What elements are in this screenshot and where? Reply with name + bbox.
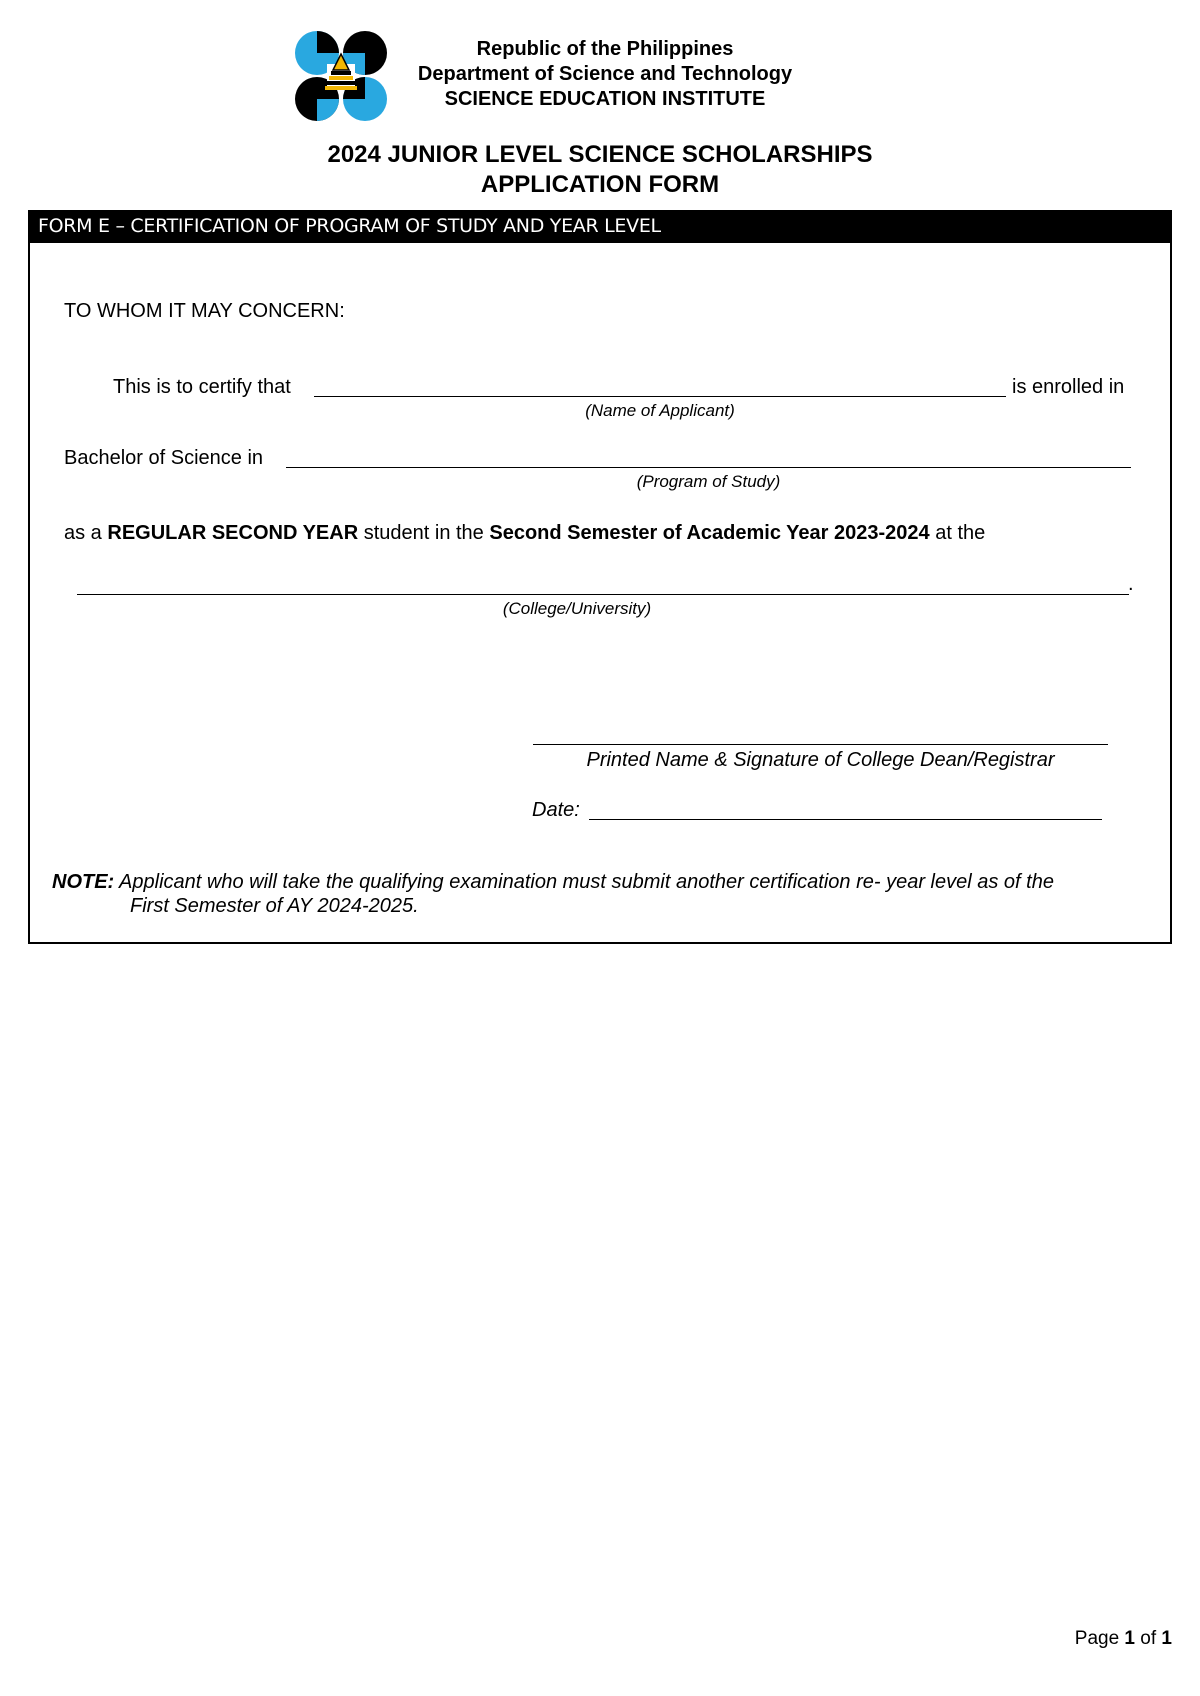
note-line-2: First Semester of AY 2024-2025.: [130, 895, 419, 917]
program-caption: (Program of Study): [636, 472, 781, 491]
status-at-the: at the: [935, 522, 986, 544]
certify-prefix: This is to certify that: [113, 376, 291, 398]
page-number: [1075, 1628, 1172, 1650]
form-title-line1: 2024 JUNIOR LEVEL SCIENCE SCHOLARSHIPS: [327, 141, 873, 168]
date-label: Date:: [532, 799, 580, 821]
page-total: 1: [1161, 1628, 1172, 1649]
note: [52, 870, 1162, 918]
dost-logo: [293, 30, 389, 122]
page-label: Page: [1074, 1628, 1120, 1649]
bs-prefix: Bachelor of Science in: [64, 447, 264, 469]
note-line-1: [52, 870, 1162, 894]
agency-line-sei: SCIENCE EDUCATION INSTITUTE: [444, 88, 766, 110]
college-line[interactable]: [77, 594, 1129, 595]
status-line: [64, 521, 985, 545]
note-text-1: Applicant who will take the qualifying examination must submit another certification re- year level as of the: [119, 871, 1054, 893]
note-label: NOTE:: [52, 871, 115, 893]
name-caption: (Name of Applicant): [585, 401, 735, 420]
page-of: of: [1140, 1628, 1157, 1649]
signature-caption: Printed Name & Signature of College Dean/Registrar: [586, 749, 1055, 771]
signature-line[interactable]: [533, 744, 1108, 745]
status-semester: Second Semester of Academic Year 2023-2024: [489, 522, 930, 544]
program-line[interactable]: [286, 467, 1131, 468]
status-as-a: as a: [64, 522, 102, 544]
page-current: 1: [1124, 1628, 1135, 1649]
date-line[interactable]: [589, 819, 1102, 820]
applicant-name-line[interactable]: [314, 396, 1006, 397]
college-caption: (College/University): [502, 599, 652, 618]
college-period: .: [1128, 573, 1134, 595]
form-title-line2: APPLICATION FORM: [480, 171, 720, 198]
status-level: REGULAR SECOND YEAR: [107, 522, 359, 544]
salutation: TO WHOM IT MAY CONCERN:: [64, 300, 345, 322]
agency-line-republic: Republic of the Philippines: [476, 38, 734, 60]
certify-suffix: is enrolled in: [1012, 376, 1125, 398]
agency-line-dost: Department of Science and Technology: [417, 63, 793, 85]
section-title-bar: FORM E – CERTIFICATION OF PROGRAM OF STUDY AND YEAR LEVEL: [28, 210, 1172, 243]
status-student-in: student in the: [363, 522, 484, 544]
